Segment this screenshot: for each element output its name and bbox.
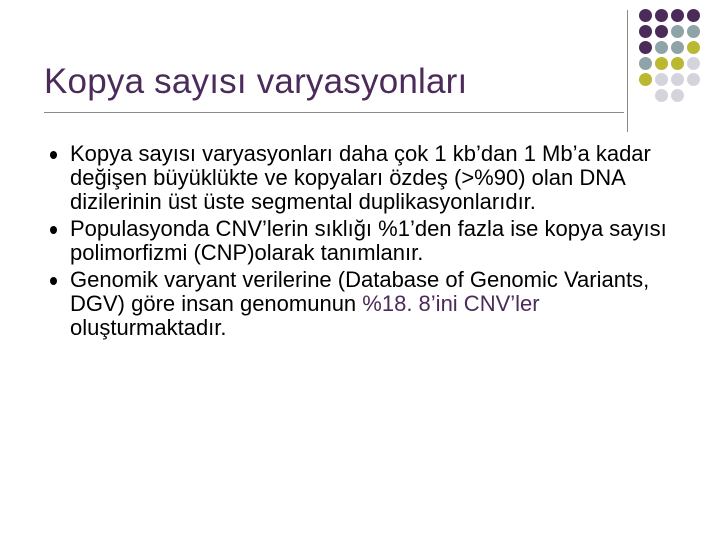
decorative-dot [687, 25, 700, 38]
decorative-dot [671, 25, 684, 38]
decorative-dot [655, 73, 668, 86]
decorative-dot [639, 57, 652, 70]
decorative-dot [671, 73, 684, 86]
decorative-dot [687, 89, 700, 102]
decorative-dot [671, 9, 684, 22]
bullet-item [50, 268, 700, 340]
bullet-text-before: Genomik varyant verilerine (Database of Genomic Variants, DGV) göre insan genomunun [70, 267, 650, 316]
vertical-divider [627, 10, 628, 132]
decorative-dot [687, 9, 700, 22]
decorative-dot [655, 89, 668, 102]
decorative-dot [671, 57, 684, 70]
bullet-dot-icon [50, 151, 57, 159]
decorative-dot [639, 9, 652, 22]
bullet-dot-icon [50, 277, 57, 285]
decorative-dot [639, 25, 652, 38]
highlighted-text: %18. 8’ini CNV’ler [362, 291, 540, 316]
decorative-dot [655, 41, 668, 54]
bullet-list [50, 142, 700, 343]
decorative-dot [639, 89, 652, 102]
bullet-item [50, 217, 700, 265]
decorative-dot [639, 73, 652, 86]
title-divider [44, 112, 624, 113]
decorative-dot [655, 9, 668, 22]
decorative-dot [687, 41, 700, 54]
decorative-dot [687, 57, 700, 70]
bullet-dot-icon [50, 226, 57, 234]
decorative-dot [671, 41, 684, 54]
decorative-dot [639, 41, 652, 54]
bullet-text: Kopya sayısı varyasyonları daha çok 1 kb’dan 1 Mb’a kadar değişen büyüklükte ve kopyaları özdeş (>%90) olan DNA dizilerinin üst üste segmental duplikasyonlarıdır. [70, 141, 651, 214]
slide-title: Kopya sayısı varyasyonları [44, 62, 468, 101]
decorative-dot [655, 25, 668, 38]
decorative-dot [671, 89, 684, 102]
bullet-text: Populasyonda CNV’lerin sıklığı %1’den fazla ise kopya sayısı polimorfizmi (CNP)olarak tanımlanır. [70, 216, 667, 265]
decorative-dot [655, 57, 668, 70]
decorative-dot [687, 73, 700, 86]
decorative-dot-grid [638, 8, 702, 104]
bullet-item [50, 142, 700, 214]
bullet-text-after: oluşturmaktadır. [70, 315, 227, 340]
